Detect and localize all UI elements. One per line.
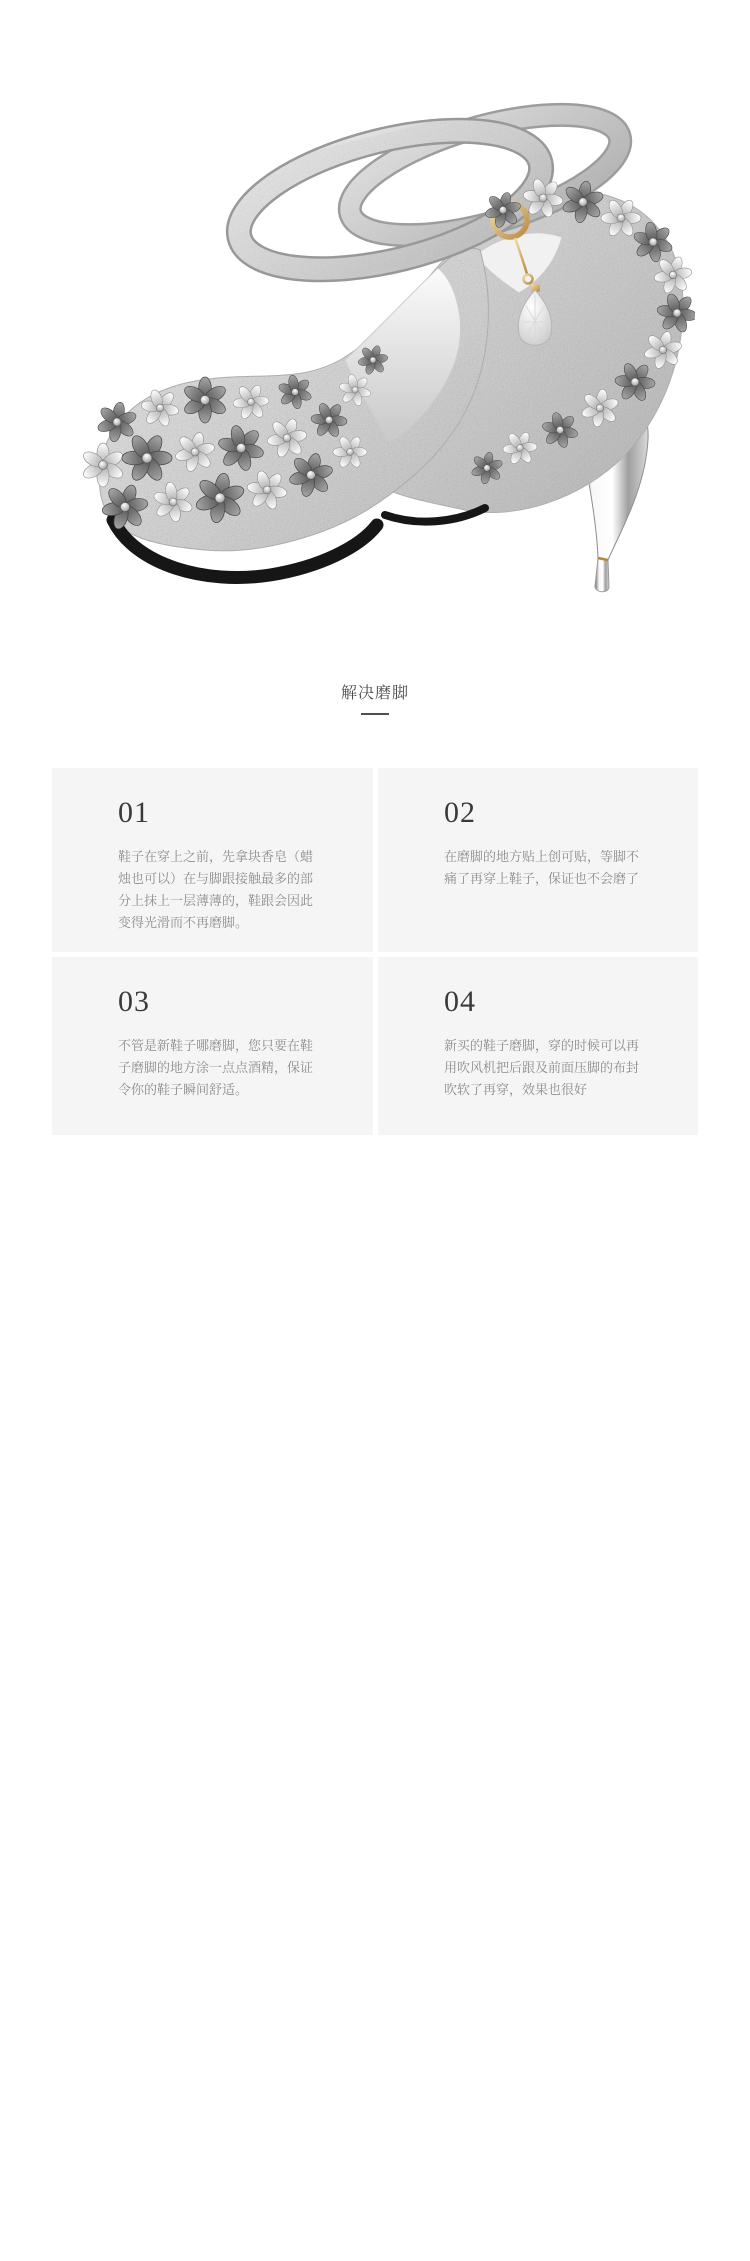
tip-text: 新买的鞋子磨脚，穿的时候可以再用吹风机把后跟及前面压脚的布封吹软了再穿，效果也很好: [444, 1039, 640, 1098]
tip-card-3: [52, 957, 373, 1135]
tip-text: 在磨脚的地方贴上创可贴，等脚不痛了再穿上鞋子，保证也不会磨了: [444, 850, 640, 887]
tip-number: 02: [444, 796, 476, 829]
tip-number: 04: [444, 985, 476, 1018]
tip-text: 鞋子在穿上之前，先拿块香皂（蜡烛也可以）在与脚跟接触最多的部分上抹上一层薄薄的，鞋跟会因此变得光滑而不再磨脚。: [118, 850, 314, 931]
title-divider: [361, 713, 389, 715]
tip-text: 不管是新鞋子哪磨脚，您只要在鞋子磨脚的地方涂一点点酒精，保证令你的鞋子瞬间舒适。: [118, 1039, 314, 1098]
tips-grid: [52, 768, 698, 1135]
solve-rubbing-section-head: [0, 683, 750, 715]
product-photo: [0, 0, 750, 660]
tip-number: 03: [118, 985, 150, 1018]
section-title: 解决磨脚: [340, 683, 409, 702]
tip-card-4: [378, 957, 698, 1135]
tip-number: 01: [118, 796, 150, 829]
tip-card-2: [378, 768, 698, 952]
shoes-photo-illustration: [55, 70, 695, 620]
tip-card-1: [52, 768, 373, 952]
